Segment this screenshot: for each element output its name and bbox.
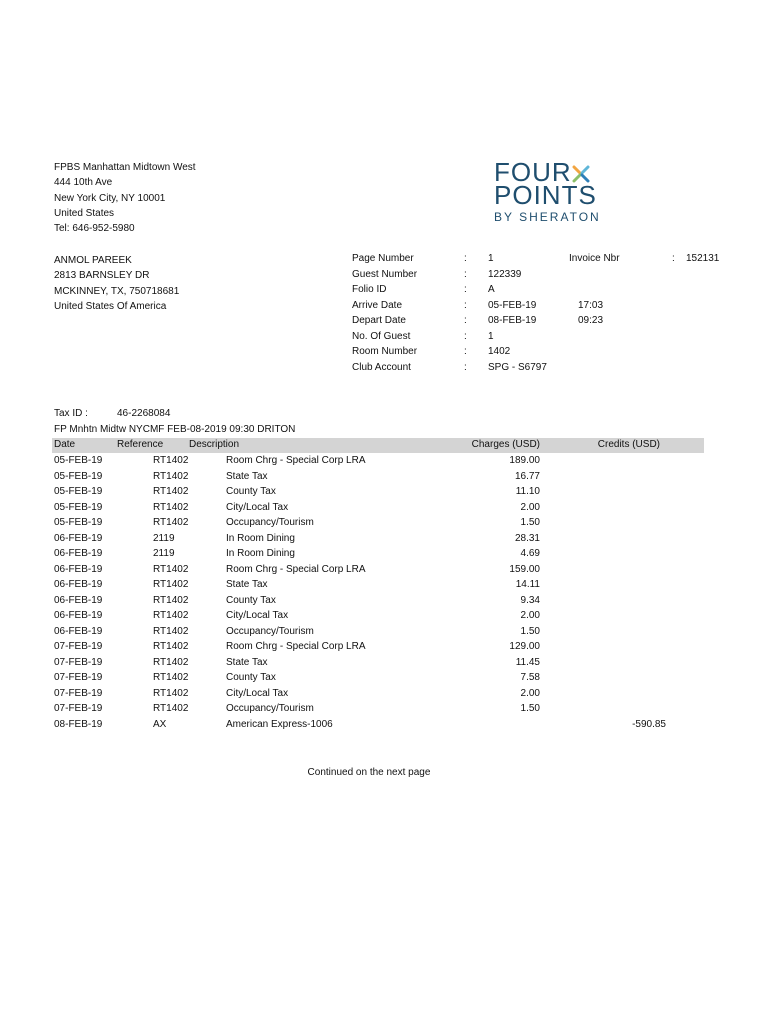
row-description: State Tax	[226, 579, 268, 590]
row-credit: -590.85	[632, 718, 666, 730]
info-colon: :	[464, 299, 467, 311]
invoice-colon: :	[672, 253, 675, 264]
guest-name: ANMOL PAREEK	[54, 255, 132, 266]
row-reference: AX	[153, 718, 167, 730]
row-reference: RT1402	[153, 486, 189, 497]
guest-country: United States Of America	[54, 300, 167, 312]
info-value: A	[488, 284, 495, 295]
table-row	[0, 579, 768, 595]
row-reference: 2119	[153, 548, 175, 559]
hotel-name: FPBS Manhattan Midtown West	[54, 162, 196, 173]
row-reference: RT1402	[153, 672, 189, 683]
table-row	[0, 533, 768, 549]
folio-cashier-line: FP Mnhtn Midtw NYCMF FEB-08-2019 09:30 DRITON	[54, 424, 296, 435]
row-date: 06-FEB-19	[54, 610, 103, 621]
info-colon: :	[464, 268, 467, 280]
header-credits: Credits (USD)	[597, 439, 660, 450]
row-charge: 11.10	[515, 486, 540, 497]
info-value: SPG - S6797	[488, 361, 547, 373]
row-description: County Tax	[226, 672, 276, 683]
row-reference: RT1402	[153, 455, 189, 466]
info-time: 09:23	[578, 315, 604, 326]
row-charge: 7.58	[520, 672, 540, 683]
row-charge: 2.00	[520, 501, 540, 513]
logo-word-points: POINTS	[494, 180, 597, 210]
row-reference: RT1402	[153, 501, 189, 513]
info-value: 05-FEB-19	[488, 299, 537, 311]
row-description: County Tax	[226, 486, 276, 497]
table-row	[0, 626, 768, 642]
row-description: Occupancy/Tourism	[226, 703, 314, 714]
row-date: 08-FEB-19	[54, 718, 103, 730]
info-row-arrive-date	[352, 300, 612, 315]
info-value: 1402	[488, 346, 511, 357]
logo-word-four: FOUR	[494, 157, 572, 187]
row-date: 07-FEB-19	[54, 703, 103, 714]
hotel-country: United States	[54, 207, 115, 219]
row-charge: 1.50	[520, 703, 540, 714]
info-label: No. Of Guest	[352, 330, 411, 342]
table-row	[0, 455, 768, 471]
row-description: Occupancy/Tourism	[226, 625, 314, 637]
row-date: 06-FEB-19	[54, 548, 103, 559]
table-row	[0, 641, 768, 657]
row-charge: 2.00	[520, 610, 540, 621]
continued-note: Continued on the next page	[307, 767, 431, 778]
row-reference: RT1402	[153, 687, 189, 699]
guest-city: MCKINNEY, TX, 750718681	[54, 285, 180, 297]
row-description: Occupancy/Tourism	[226, 517, 314, 528]
row-description: Room Chrg - Special Corp LRA	[226, 563, 366, 575]
hotel-phone: Tel: 646-952-5980	[54, 223, 135, 235]
logo-by-sheraton: BY SHERATON	[494, 210, 601, 224]
row-date: 06-FEB-19	[54, 532, 103, 544]
table-row	[0, 672, 768, 688]
info-row-guest-number	[352, 269, 612, 284]
row-description: In Room Dining	[226, 532, 295, 544]
info-row-depart-date	[352, 315, 612, 330]
info-colon: :	[464, 330, 467, 342]
table-row	[0, 548, 768, 564]
row-date: 07-FEB-19	[54, 672, 103, 683]
row-description: Room Chrg - Special Corp LRA	[226, 455, 366, 466]
info-label: Club Account	[352, 361, 411, 373]
hotel-street: 444 10th Ave	[54, 177, 113, 189]
info-label: Room Number	[352, 346, 418, 357]
info-row-folio-id	[352, 284, 612, 299]
row-description: City/Local Tax	[226, 501, 289, 513]
row-charge: 129.00	[509, 641, 540, 652]
row-date: 05-FEB-19	[54, 470, 103, 482]
info-colon: :	[464, 361, 467, 373]
row-charge: 1.50	[520, 517, 540, 528]
row-charge: 14.11	[515, 579, 540, 590]
row-date: 07-FEB-19	[54, 687, 103, 699]
row-charge: 16.77	[514, 470, 540, 482]
info-label: Page Number	[352, 253, 414, 264]
row-description: City/Local Tax	[226, 610, 289, 621]
row-charge: 9.34	[520, 594, 540, 606]
invoice-label: Invoice Nbr	[569, 253, 620, 264]
row-charge: 2.00	[520, 687, 540, 699]
guest-address	[54, 253, 179, 314]
row-reference: RT1402	[153, 610, 189, 621]
row-charge: 189.00	[509, 455, 540, 466]
table-header	[52, 438, 704, 453]
row-charge: 159.00	[509, 563, 540, 575]
table-row	[0, 595, 768, 611]
tax-id-label: Tax ID :	[54, 408, 88, 419]
four-points-logo	[494, 157, 610, 224]
info-row-club-account	[352, 362, 612, 377]
info-label: Folio ID	[352, 284, 387, 295]
info-value: 1	[488, 253, 494, 264]
table-row	[0, 471, 768, 487]
row-date: 06-FEB-19	[54, 563, 103, 575]
info-time: 17:03	[578, 299, 604, 311]
row-reference: RT1402	[153, 594, 189, 606]
row-date: 05-FEB-19	[54, 517, 103, 528]
row-date: 07-FEB-19	[54, 656, 103, 668]
row-date: 06-FEB-19	[54, 594, 103, 606]
row-charge: 4.69	[520, 548, 540, 559]
table-row	[0, 688, 768, 704]
table-row	[0, 703, 768, 719]
info-value: 1	[488, 330, 494, 342]
row-reference: RT1402	[153, 579, 189, 590]
row-charge: 28.31	[514, 532, 540, 544]
table-row	[0, 502, 768, 518]
table-row	[0, 486, 768, 502]
row-reference: RT1402	[153, 625, 189, 637]
row-reference: RT1402	[153, 641, 189, 652]
row-date: 05-FEB-19	[54, 455, 103, 466]
header-reference: Reference	[117, 439, 164, 450]
header-charges: Charges (USD)	[471, 439, 540, 450]
info-label: Arrive Date	[352, 299, 403, 311]
row-date: 05-FEB-19	[54, 501, 103, 513]
hotel-address	[54, 160, 196, 236]
row-charge: 1.50	[520, 625, 540, 637]
row-reference: RT1402	[153, 656, 189, 668]
table-row	[0, 719, 768, 735]
guest-street: 2813 BARNSLEY DR	[54, 270, 150, 282]
row-date: 07-FEB-19	[54, 641, 103, 652]
row-description: State Tax	[226, 656, 268, 668]
info-colon: :	[464, 315, 467, 326]
info-value: 08-FEB-19	[488, 315, 537, 326]
row-description: In Room Dining	[226, 548, 295, 559]
info-row-no-of-guest	[352, 331, 612, 346]
header-description: Description	[189, 439, 240, 450]
row-reference: RT1402	[153, 563, 189, 575]
table-row	[0, 564, 768, 580]
info-colon: :	[464, 253, 467, 264]
row-reference: RT1402	[153, 470, 189, 482]
row-date: 06-FEB-19	[54, 625, 103, 637]
row-date: 06-FEB-19	[54, 579, 103, 590]
row-charge: 11.45	[515, 656, 540, 668]
row-description: County Tax	[226, 594, 276, 606]
info-row-room-number	[352, 346, 612, 361]
row-reference: RT1402	[153, 517, 189, 528]
info-value: 122339	[488, 268, 522, 280]
header-date: Date	[54, 439, 76, 450]
info-colon: :	[464, 346, 467, 357]
info-label: Depart Date	[352, 315, 406, 326]
hotel-city: New York City, NY 10001	[54, 192, 166, 204]
row-date: 05-FEB-19	[54, 486, 103, 497]
row-description: Room Chrg - Special Corp LRA	[226, 641, 366, 652]
invoice-number: 152131	[686, 253, 720, 264]
row-description: City/Local Tax	[226, 687, 289, 699]
row-reference: 2119	[153, 532, 175, 544]
info-colon: :	[464, 284, 467, 295]
row-description: State Tax	[226, 470, 268, 482]
row-description: American Express-1006	[226, 718, 333, 730]
table-row	[0, 657, 768, 673]
table-row	[0, 610, 768, 626]
tax-id-value: 46-2268084	[117, 408, 171, 419]
info-label: Guest Number	[352, 268, 418, 280]
table-row	[0, 517, 768, 533]
row-reference: RT1402	[153, 703, 189, 714]
